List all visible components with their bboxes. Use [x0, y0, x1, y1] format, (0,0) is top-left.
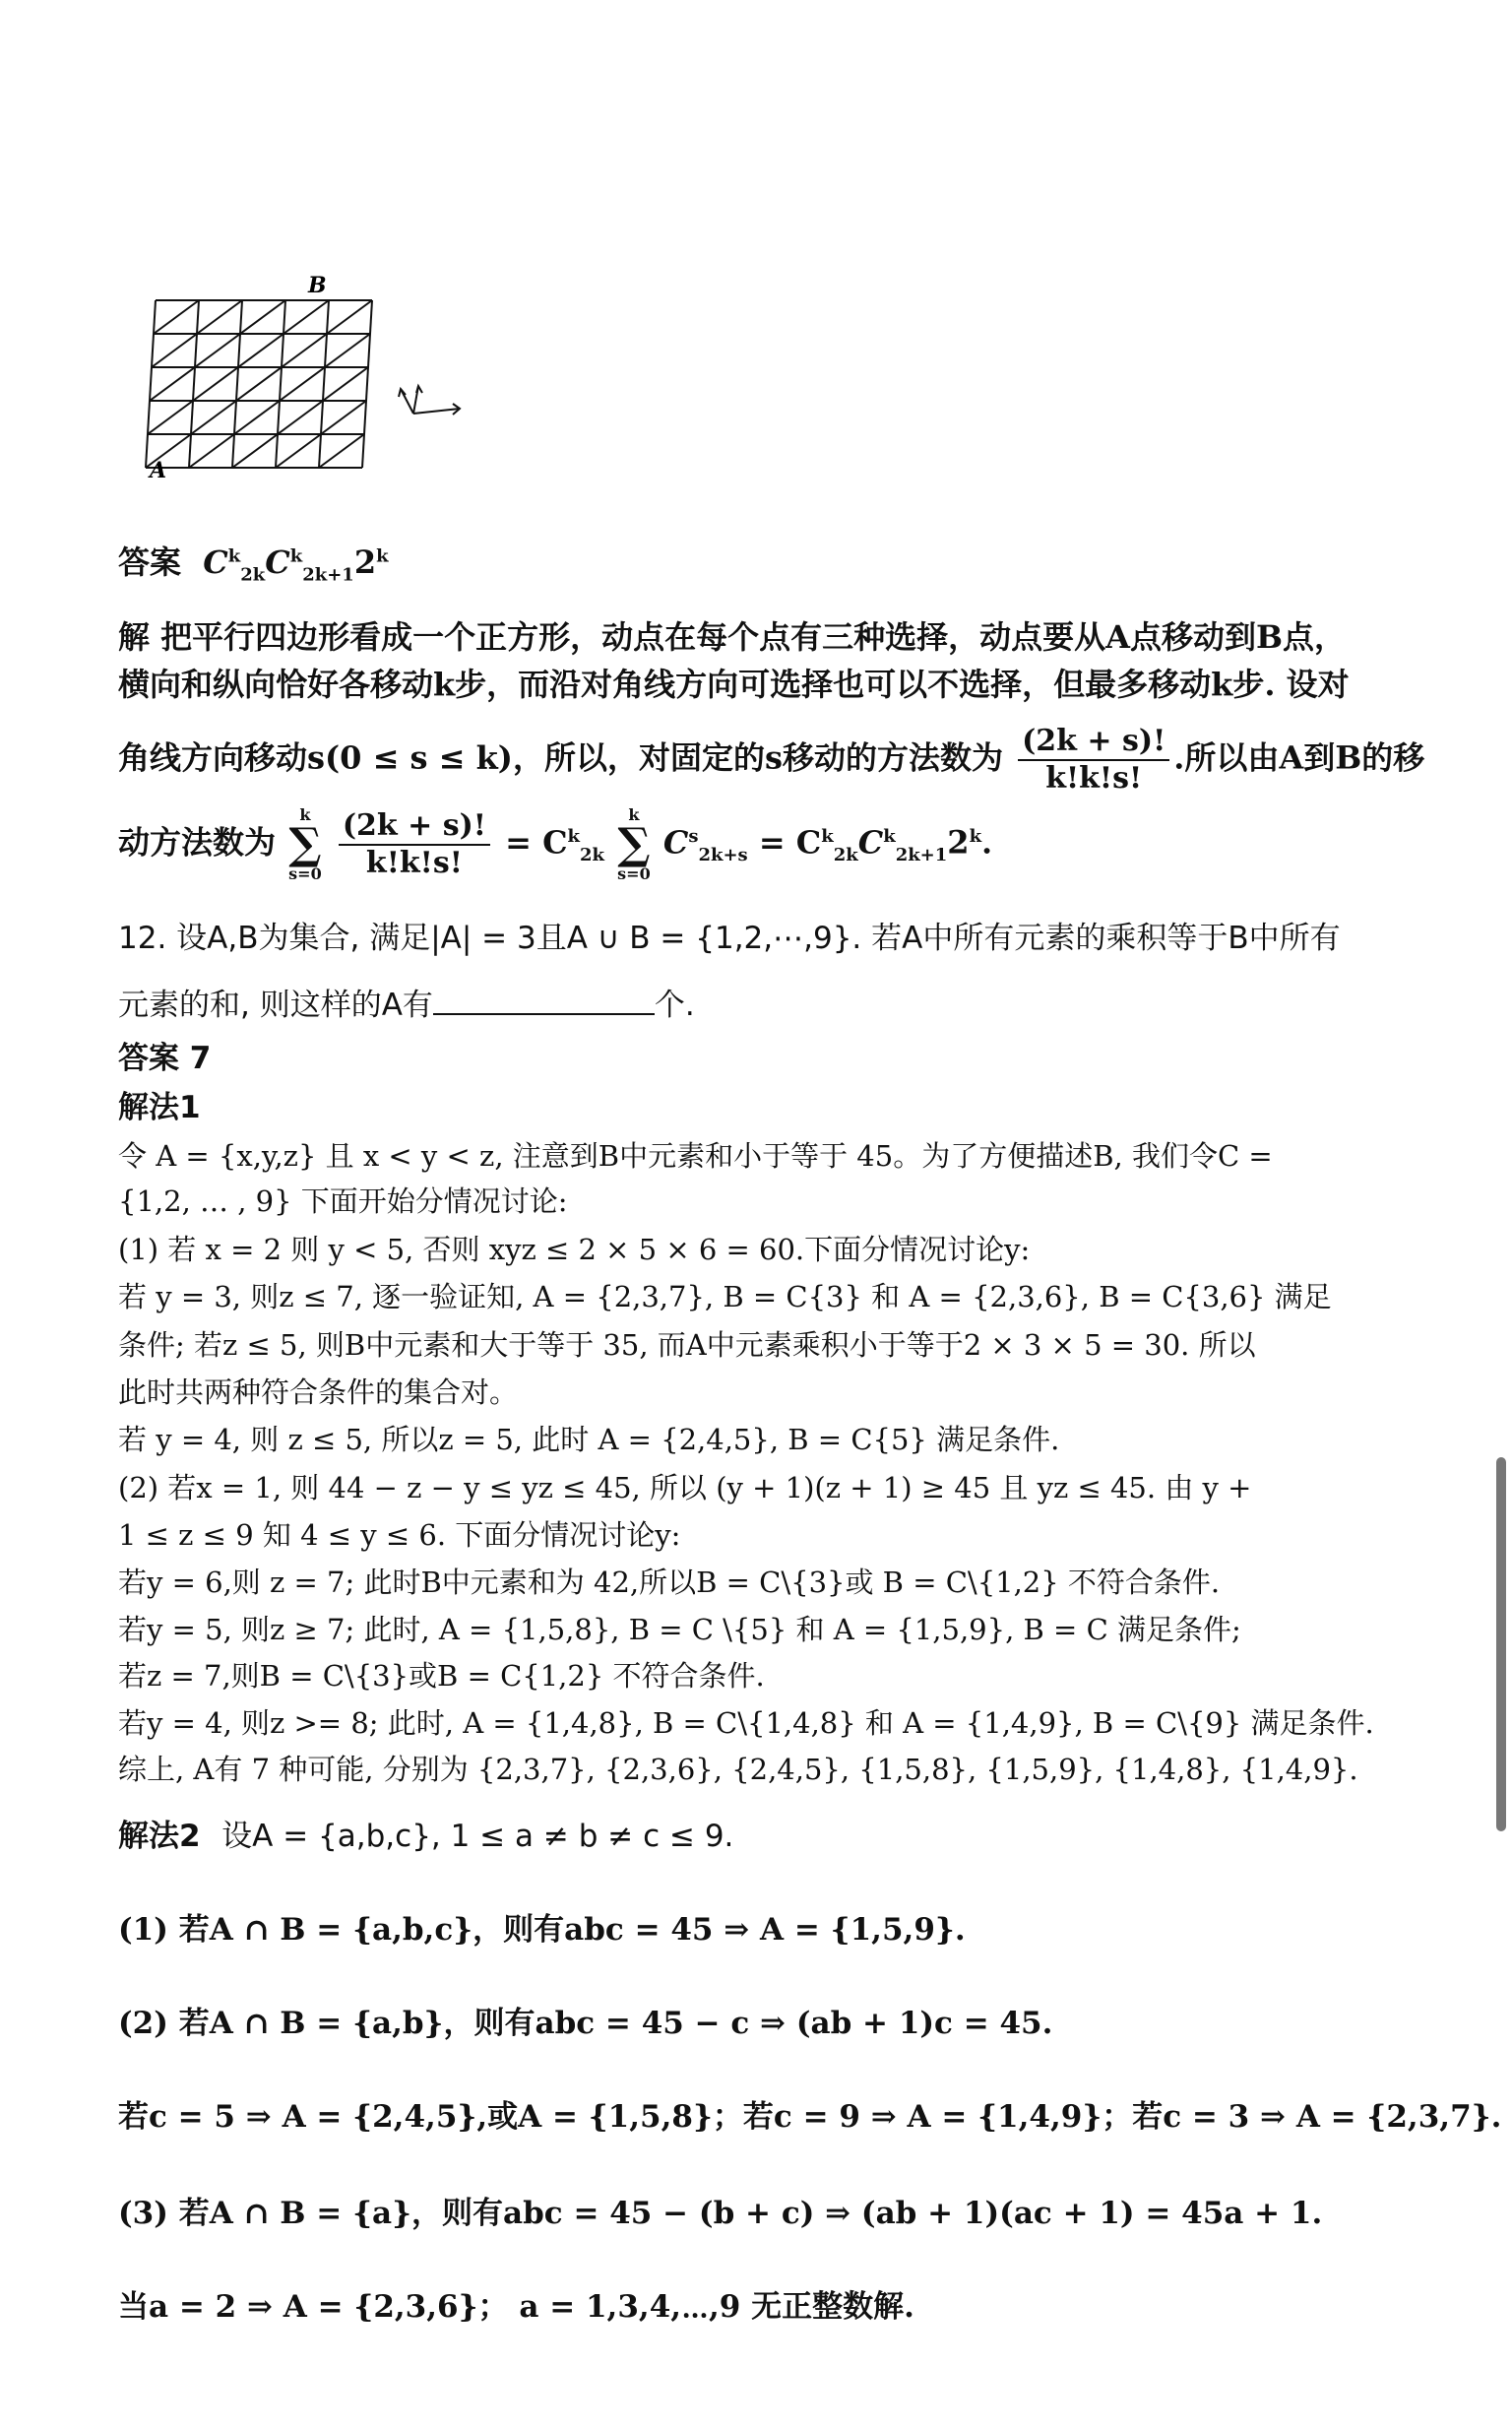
method-2-case2: (2) 若A ∩ B = {a,b}，则有abc = 45 − c ⇒ (ab + 1)c = 45. [118, 2006, 1053, 2041]
answer-11: 答案 $C^k_{2k}C^k_{2k+1}2^k$ [118, 544, 389, 586]
method-1-line: 条件; 若z ≤ 5, 则B中元素和大于等于 35, 而A中元素乘积小于等于2 × 3 × 5 = 30. 所以 [118, 1328, 1256, 1362]
solution-11-line2: 横向和纵向恰好各移动k步，而沿对角线方向可选择也可以不选择，但最多移动k步. 设对 [118, 666, 1350, 703]
method-1-line: 若y = 6,则 z = 7; 此时B中元素和为 42,所以B = C\{3}或 B = C\{1,2} 不符合条件. [118, 1566, 1221, 1599]
summation-sign: k ∑ s=0 [288, 805, 322, 883]
method-1-line: {1,2, … , 9} 下面开始分情况讨论: [118, 1184, 568, 1218]
method-1-line: 若z = 7,则B = C\{3}或B = C{1,2} 不符合条件. [118, 1659, 765, 1693]
method-1-line: (2) 若x = 1, 则 44 − z − y ≤ yz ≤ 45, 所以 (y + 1)(z + 1) ≥ 45 且 yz ≤ 45. 由 y + [118, 1471, 1252, 1504]
fraction: $\frac{(2k + s)!}{k!k!s!}$ [339, 808, 490, 881]
method-2-case1: (1) 若A ∩ B = {a,b,c}，则有abc = 45 ⇒ A = {1,5,9}. [118, 1912, 966, 1948]
method-2-case3-results: 当a = 2 ⇒ A = {2,3,6}； a = 1,3,4,⋯,9 无正整数解. [118, 2289, 914, 2325]
vertex-label-b: B [308, 273, 327, 298]
summation-sign: k ∑ s=0 [617, 805, 651, 883]
direction-arrows-icon [399, 386, 460, 415]
method-1-line: 令 A = {x,y,z} 且 x < y < z, 注意到B中元素和小于等于 45。为了方便描述B, 我们令C = [118, 1139, 1273, 1173]
method-1-line: 若y = 5, 则z ≥ 7; 此时, A = {1,5,8}, B = C \{5} 和 A = {1,5,9}, B = C 满足条件; [118, 1613, 1241, 1646]
solution-11-line3: 角线方向移动s(0 ≤ s ≤ k)，所以，对固定的s移动的方法数为 $\frac{(2k + s)!}{k!k!s!}$ .所以由A到B的移 [118, 724, 1425, 796]
method-1-title: 解法1 [118, 1090, 201, 1125]
answer-12: 答案 7 [118, 1041, 212, 1076]
answer-blank [433, 990, 655, 1015]
question-12-line2: 元素的和, 则这样的A有 个. [118, 988, 695, 1023]
method-2-case2-results: 若c = 5 ⇒ A = {2,4,5},或A = {1,5,8}；若c = 9 ⇒ A = {1,4,9}；若c = 3 ⇒ A = {2,3,7}. [118, 2099, 1502, 2135]
method-1-line: 若y = 4, 则z >= 8; 此时, A = {1,4,8}, B = C\{1,4,8} 和 A = {1,4,9}, B = C\{9} 满足条件. [118, 1706, 1374, 1740]
method-2-case3: (3) 若A ∩ B = {a}，则有abc = 45 − (b + c) ⇒ (ab + 1)(ac + 1) = 45a + 1. [118, 2196, 1323, 2231]
method-1-line: 综上, A有 7 种可能, 分别为 {2,3,7}, {2,3,6}, {2,4,5}, {1,5,8}, {1,5,9}, {1,4,8}, {1,4,9}. [118, 1753, 1358, 1786]
solution-11-line1: 解 把平行四边形看成一个正方形，动点在每个点有三种选择，动点要从A点移动到B点， [118, 618, 1347, 656]
answer-label: 答案 [118, 544, 182, 581]
method-1-line: (1) 若 x = 2 则 y < 5, 否则 xyz ≤ 2 × 5 × 6 = 60.下面分情况讨论y: [118, 1233, 1031, 1266]
method-1-line: 若 y = 3, 则z ≤ 7, 逐一验证知, A = {2,3,7}, B = C{3} 和 A = {2,3,6}, B = C{3,6} 满足 [118, 1280, 1332, 1313]
method-1-line: 此时共两种符合条件的集合对。 [118, 1375, 519, 1409]
triangular-grid [146, 300, 372, 468]
parallelogram-grid-figure [138, 271, 472, 487]
scrollbar[interactable] [1496, 1457, 1506, 1831]
question-12-line1: 12. 设A,B为集合, 满足|A| = 3且A ∪ B = {1,2,⋯,9}. 若A中所有元素的乘积等于B中所有 [118, 921, 1341, 956]
method-1-line: 若 y = 4, 则 z ≤ 5, 所以z = 5, 此时 A = {2,4,5}, B = C{5} 满足条件. [118, 1423, 1060, 1456]
method-1-line: 1 ≤ z ≤ 9 知 4 ≤ y ≤ 6. 下面分情况讨论y: [118, 1518, 681, 1552]
vertex-label-a: A [150, 458, 167, 483]
method-2-intro: 解法2 设A = {a,b,c}, 1 ≤ a ≠ b ≠ c ≤ 9. [118, 1819, 734, 1854]
fraction: $\frac{(2k + s)!}{k!k!s!}$ [1018, 724, 1169, 797]
solution-11-line4: 动方法数为 k ∑ s=0 $\frac{(2k + s)!}{k!k!s!}$ = $C^k_{2k}$ k ∑ s=0 $C^s_{2k+s} = C^k_{2k}C^k_{2k+1}2^k$. [118, 805, 993, 883]
